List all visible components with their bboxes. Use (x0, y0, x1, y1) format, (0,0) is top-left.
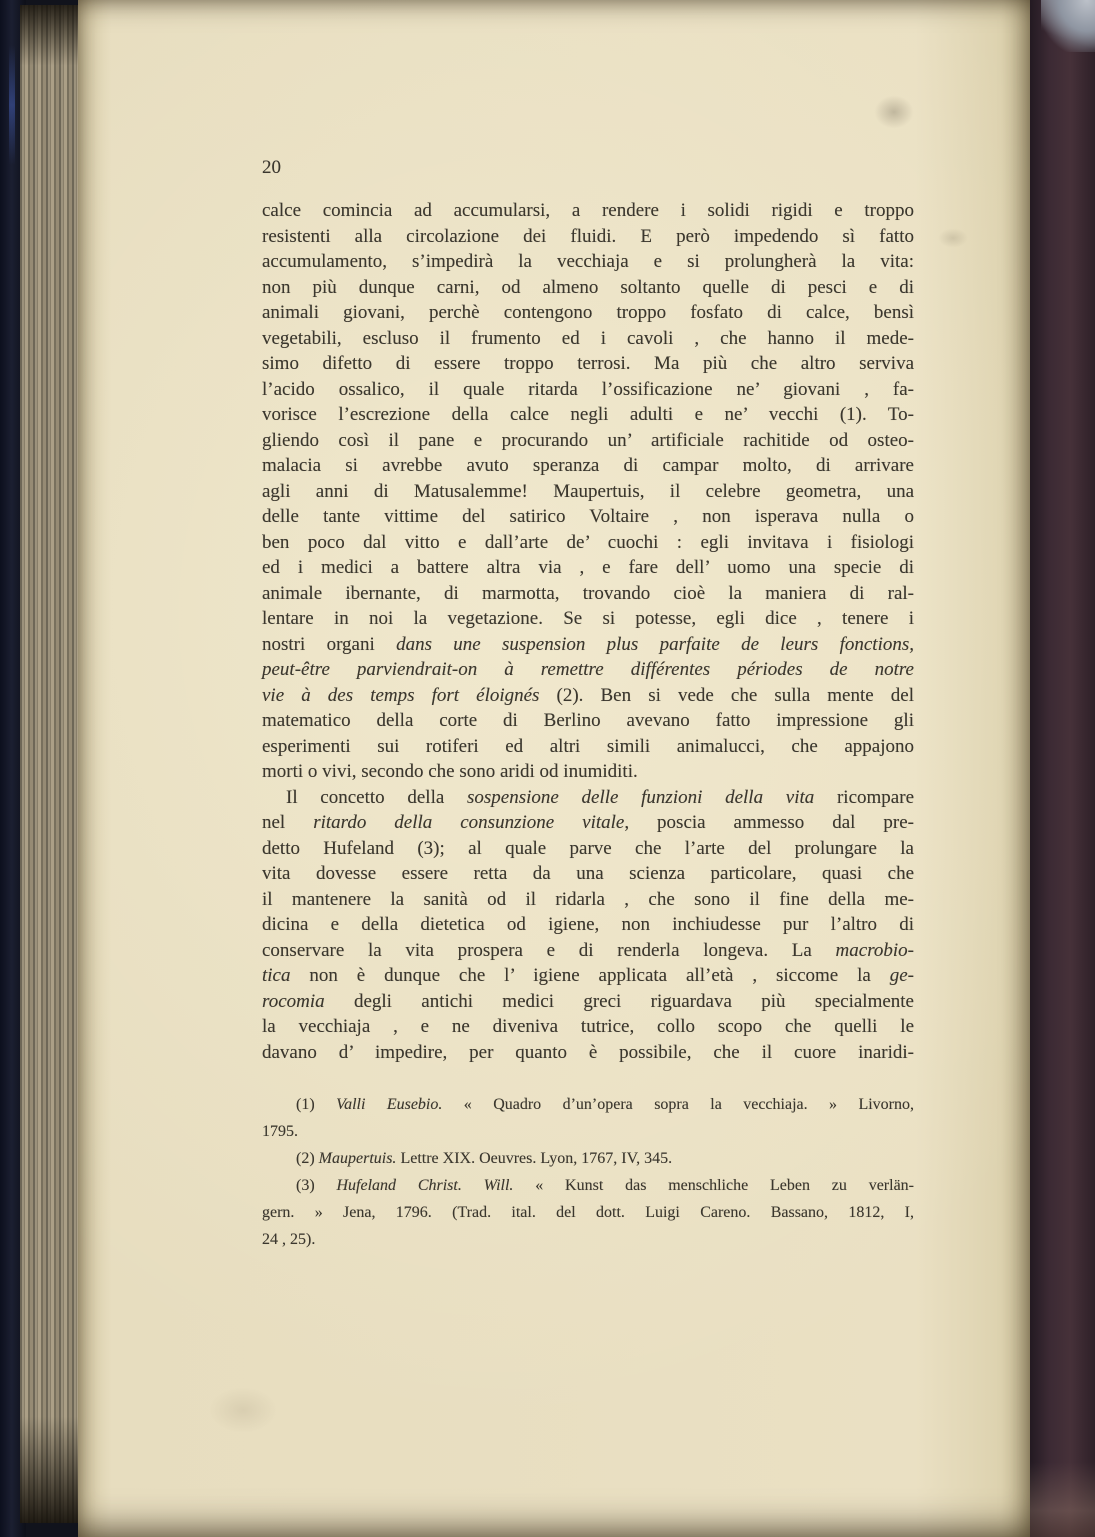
text-line (262, 810, 914, 836)
spine-highlight (9, 45, 15, 165)
text-line (262, 708, 914, 734)
text: non più dunque carni, od almeno soltanto quelle di pesci e di (262, 276, 914, 298)
page-number: 20 (262, 157, 281, 178)
italic-text: ritardo della consunzione vitale (313, 812, 625, 833)
text-line (262, 581, 914, 607)
text: animale ibernante, di marmotta, trovando cioè la maniera di ral- (262, 582, 914, 604)
text: gern. » Jena, 1796. (Trad. ital. del dott. Luigi Careno. Bassano, 1812, I, (262, 1204, 914, 1221)
book-page (78, 0, 1030, 1537)
text: agli anni di Matusalemme! Maupertuis, il celebre geometra, una (262, 480, 914, 502)
text: vita dovesse essere retta da una scienza particolare, quasi che (262, 863, 914, 884)
text: 1795. (262, 1123, 298, 1140)
italic-text: peut-être parviendrait-on à remettre différentes périodes de notre (262, 659, 914, 680)
text-line (262, 453, 914, 479)
text-line (262, 249, 914, 275)
paragraph (262, 198, 914, 785)
text-line (262, 1091, 914, 1118)
text-line (262, 657, 914, 683)
text-line (262, 326, 914, 352)
italic-text: sospensione delle funzioni della vita (467, 786, 815, 808)
text: , poscia ammesso dal pre- (624, 812, 914, 833)
text: Il concetto della (286, 786, 467, 808)
text: l’acido ossalico, il quale ritarda l’ossificazione ne’ giovani , fa- (262, 378, 914, 400)
italic-text: dans une suspension plus parfaite de leurs fonctions, (396, 633, 914, 655)
text-line (262, 530, 914, 556)
paper-stain (868, 90, 920, 134)
text: « Kunst das menschliche Leben zu verlän- (513, 1177, 915, 1194)
text-line (262, 1172, 914, 1199)
text: lentare in noi la vegetazione. Se si potesse, egli dice , tenere i (262, 608, 914, 629)
text: resistenti alla circolazione dei fluidi. E però impedendo sì fatto (262, 225, 914, 247)
cover-bottom-highlight (1030, 1462, 1095, 1537)
text: Lettre XIX. Oeuvres. Lyon, 1767, IV, 345. (396, 1150, 673, 1167)
text-line (262, 836, 914, 862)
text-block (262, 156, 914, 1253)
text: (2) (296, 1150, 319, 1167)
text-line (262, 734, 914, 760)
text-line (262, 1199, 914, 1226)
text: delle tante vittime del satirico Voltaire , non isperava nulla o (262, 506, 914, 527)
text: vorisce l’escrezione della calce negli adulti e ne’ vecchi (1). To- (262, 404, 914, 425)
text-line (262, 1226, 914, 1253)
italic-text: vie à des temps fort éloignés (262, 684, 540, 706)
text: ricompare (814, 786, 914, 808)
text-line (262, 300, 914, 326)
italic-text: rocomia (262, 990, 325, 1012)
text-line (262, 1014, 914, 1040)
text-line (262, 275, 914, 301)
text-line (262, 938, 914, 964)
text: non è dunque che l’ igiene applicata all’età , siccome la (290, 965, 890, 986)
text: matematico della corte di Berlino avevano fatto impressione gli (262, 710, 914, 731)
body-text (262, 198, 914, 1065)
italic-text: macrobio- (835, 939, 914, 961)
footnotes (262, 1091, 914, 1253)
text: vegetabili, escluso il frumento ed i cavoli , che hanno il mede- (262, 327, 914, 349)
text-line (262, 1040, 914, 1066)
text: animali giovani, perchè contengono troppo fosfato di calce, bensì (262, 302, 914, 323)
text: ben poco dal vitto e dall’arte de’ cuochi : egli invitava i fisiologi (262, 531, 914, 553)
text: la vecchiaja , e ne diveniva tutrice, collo scopo che quelli le (262, 1016, 914, 1037)
paper-stain (198, 1380, 288, 1440)
text-line (262, 887, 914, 913)
adjacent-cover-edge (1030, 0, 1095, 1537)
text: calce comincia ad accumularsi, a rendere i solidi rigidi e troppo (262, 200, 914, 221)
text: nostri organi (262, 633, 397, 655)
text: morti o vivi, secondo che sono aridi od inumiditi. (262, 761, 638, 782)
text: ed i medici a battere altra via , e fare dell’ uomo una specie di (262, 557, 914, 578)
text-line (262, 402, 914, 428)
italic-text: Maupertuis. (318, 1150, 397, 1167)
text: simo difetto di essere troppo terrosi. Ma più che altro serviva (262, 353, 914, 374)
text: degli antichi medici greci riguardava più specialmente (324, 990, 914, 1012)
text: 24 , 25). (262, 1231, 316, 1248)
italic-text: tica (262, 965, 291, 986)
text-line (262, 224, 914, 250)
paragraph (262, 785, 914, 1066)
italic-text: Valli Eusebio. (336, 1096, 443, 1113)
text-line (262, 555, 914, 581)
footnote (262, 1091, 914, 1145)
text-line (262, 989, 914, 1015)
text-line (262, 606, 914, 632)
text-line (262, 632, 914, 658)
text: gliendo così il pane e procurando un’ artificiale rachitide od osteo- (262, 429, 914, 451)
stacked-page-edges (20, 5, 80, 1523)
text-line (262, 428, 914, 454)
footnote (262, 1145, 914, 1172)
text: malacia si avrebbe avuto speranza di campar molto, di arrivare (262, 455, 914, 476)
text: « Quadro d’un’opera sopra la vecchiaja. » Livorno, (442, 1096, 914, 1113)
text: conservare la vita prospera e di renderla longeva. La (262, 939, 836, 961)
text-line (262, 683, 914, 709)
footnote (262, 1172, 914, 1253)
text-line (262, 1145, 914, 1172)
text-line (262, 861, 914, 887)
text: dicina e della dietetica od igiene, non inchiudesse pur l’altro di (262, 914, 914, 935)
text-line (262, 377, 914, 403)
text: (2). Ben si vede che sulla mente del (539, 684, 914, 706)
text-line (262, 198, 914, 224)
text-line (262, 1118, 914, 1145)
text-line (262, 504, 914, 530)
text: accumulamento, s’impedirà la vecchiaja e si prolungherà la vita: (262, 251, 914, 272)
italic-text: Hufeland Christ. Will. (336, 1177, 514, 1194)
italic-text: ge- (889, 965, 914, 986)
text-line (262, 963, 914, 989)
text-line (262, 759, 914, 785)
text-line (262, 479, 914, 505)
text-line (262, 351, 914, 377)
marbled-corner (1041, 0, 1095, 52)
text: il mantenere la sanità od il ridarla , che sono il fine della me- (262, 888, 914, 910)
text: nel (262, 812, 314, 833)
text: (3) (296, 1177, 337, 1194)
text: davano d’ impedire, per quanto è possibile, che il cuore inaridi- (262, 1041, 914, 1063)
text: detto Hufeland (3); al quale parve che l’arte del prolungare la (262, 837, 914, 859)
text-line (262, 785, 914, 811)
text: (1) (296, 1096, 337, 1113)
text-line (262, 912, 914, 938)
paper-stain (933, 225, 973, 251)
text: esperimenti sui rotiferi ed altri simili animalucci, che appajono (262, 735, 914, 757)
